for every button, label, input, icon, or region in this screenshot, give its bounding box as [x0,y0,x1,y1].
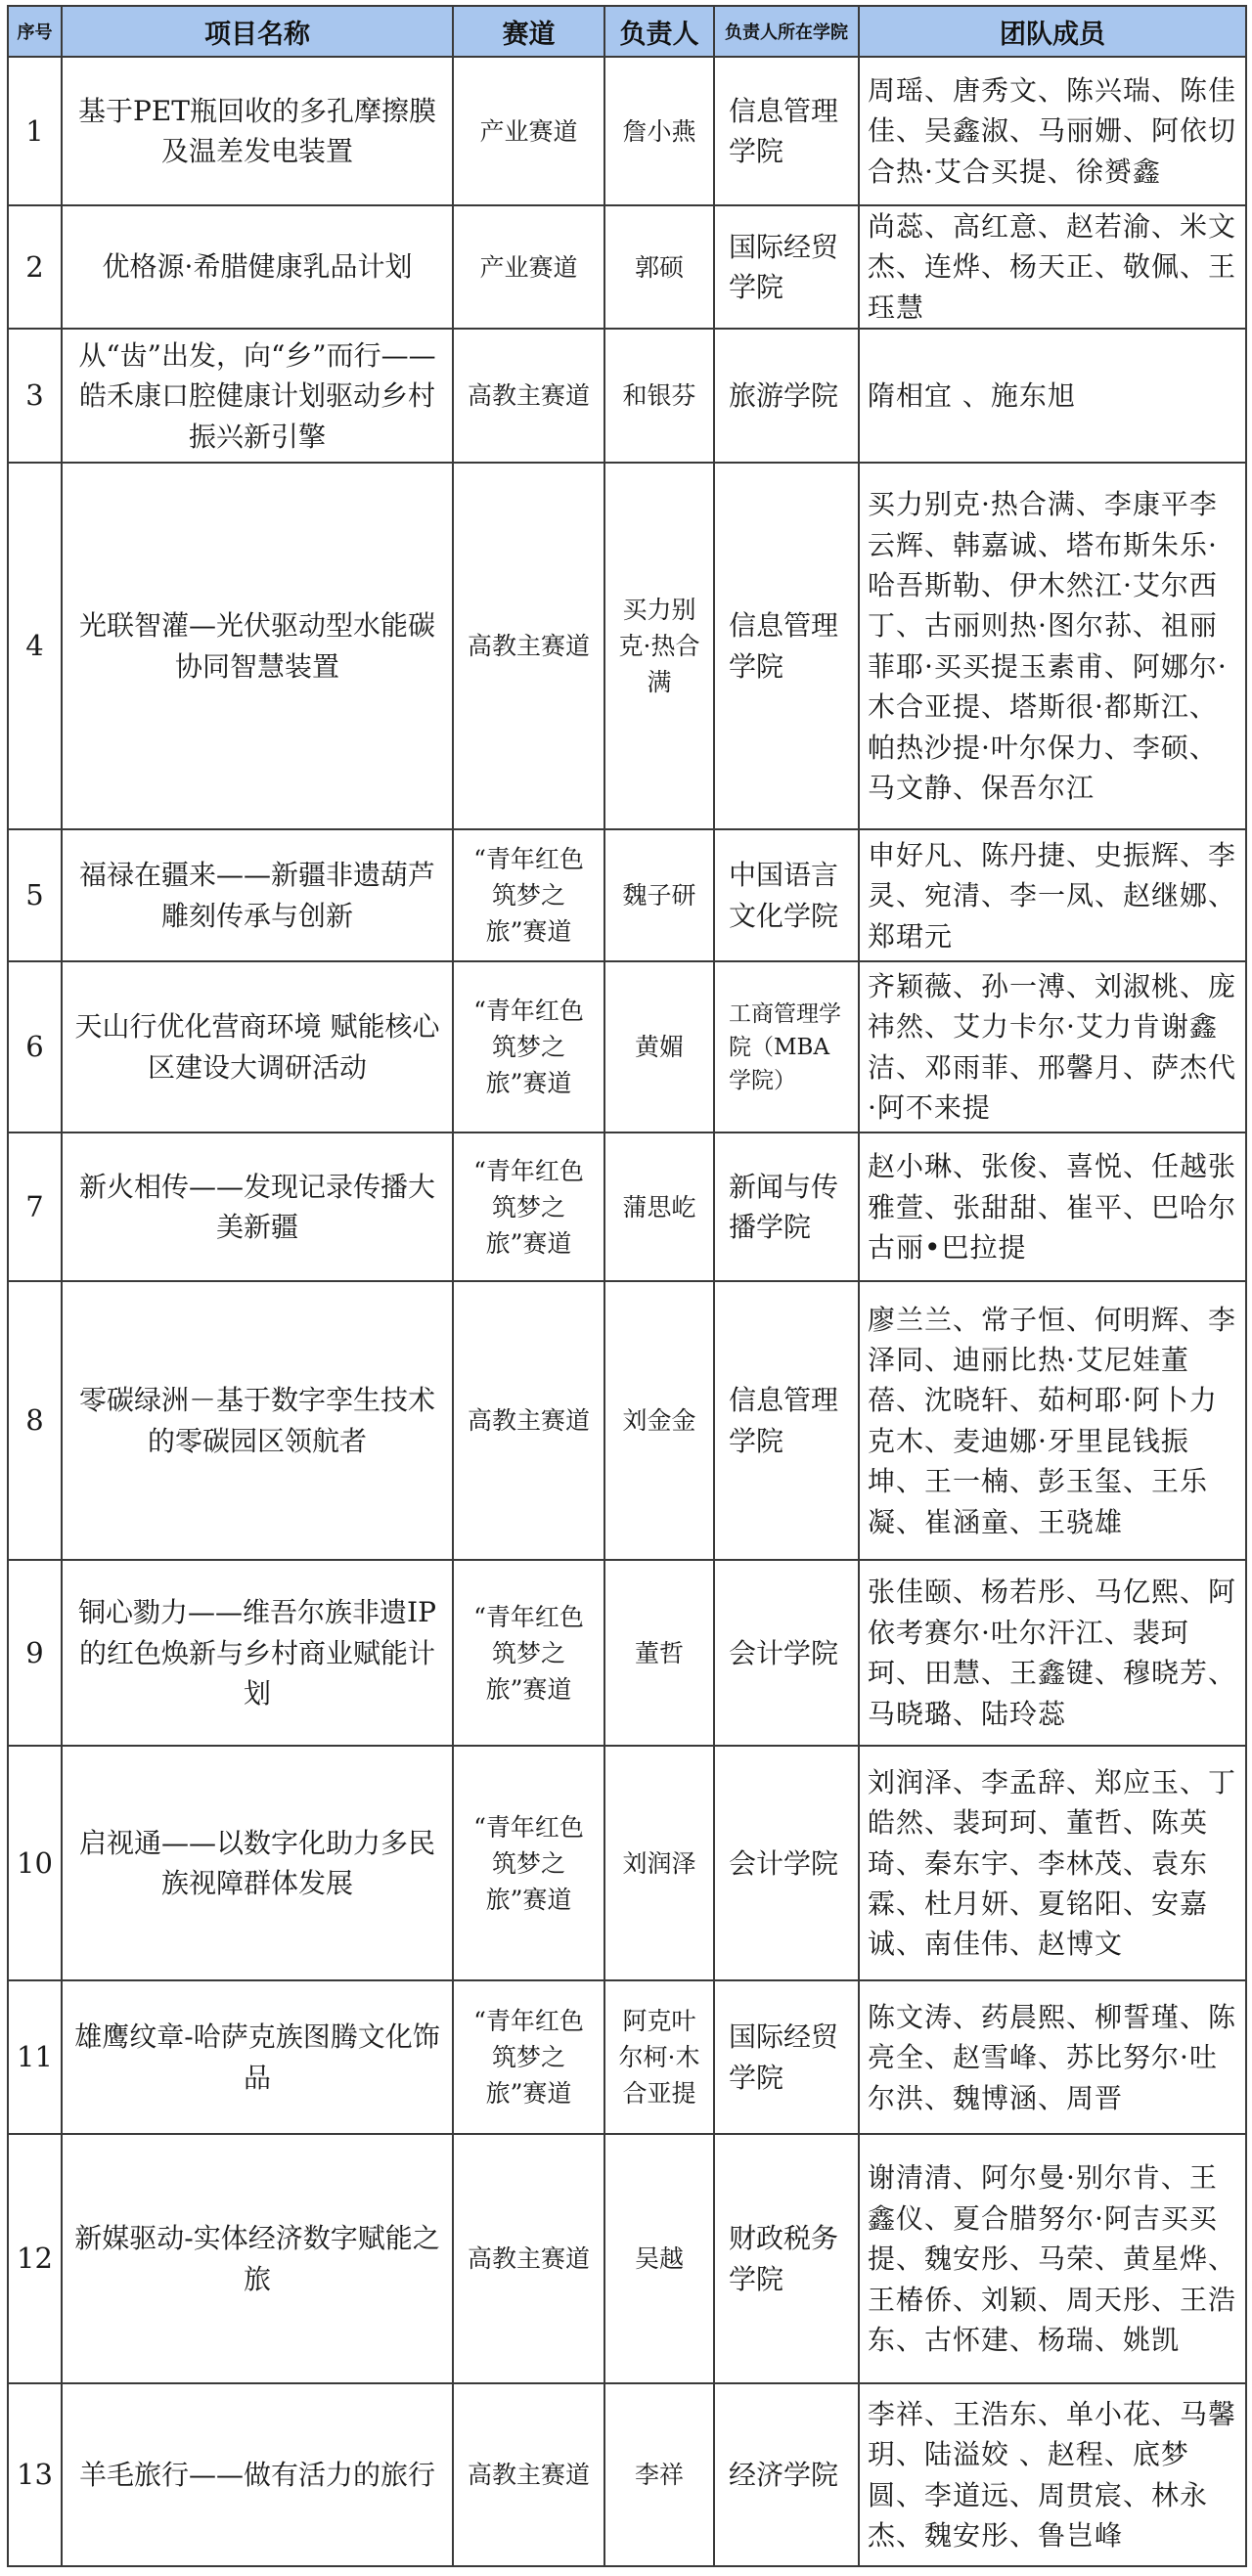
row-num: 5 [8,829,62,961]
header-members: 团队成员 [859,6,1246,57]
college: 会计学院 [714,1560,859,1746]
members: 谢清清、阿尔曼·别尔肯、王鑫仪、夏合腊努尔·阿吉买买提、魏安彤、马荣、黄星烨、王椿侨、刘颖、周天彤、王浩东、古怀建、杨瑞、姚凯 [859,2134,1246,2383]
members: 张佳颐、杨若彤、马亿熙、阿依考赛尔·吐尔汗江、裴珂珂、田慧、王鑫键、穆晓芳、马晓璐、陆玲蕊 [859,1560,1246,1746]
track: “青年红色筑梦之旅”赛道 [453,1560,604,1746]
table-row [8,1980,1246,2134]
track: 高教主赛道 [453,463,604,829]
header-row [8,6,1246,57]
table-row [8,1281,1246,1560]
college: 财政税务学院 [714,2134,859,2383]
leader: 蒲思屹 [604,1133,714,1281]
table-row [8,1133,1246,1281]
project-name: 启视通——以数字化助力多民族视障群体发展 [62,1746,453,1980]
college: 中国语言文化学院 [714,829,859,961]
college: 信息管理学院 [714,463,859,829]
table-row [8,1746,1246,1980]
project-name: 福禄在疆来——新疆非遗葫芦雕刻传承与创新 [62,829,453,961]
track: “青年红色筑梦之旅”赛道 [453,1980,604,2134]
header-track: 赛道 [453,6,604,57]
table-row [8,205,1246,329]
members: 周瑶、唐秀文、陈兴瑞、陈佳佳、吴鑫淑、马丽姗、阿依切合热·艾合买提、徐赟鑫 [859,57,1246,205]
project-table [7,5,1247,2567]
track: 高教主赛道 [453,329,604,463]
project-name: 零碳绿洲－基于数字孪生技术的零碳园区领航者 [62,1281,453,1560]
row-num: 9 [8,1560,62,1746]
leader: 阿克叶尔柯·木合亚提 [604,1980,714,2134]
row-num: 13 [8,2383,62,2566]
project-name: 光联智灌—光伏驱动型水能碳协同智慧装置 [62,463,453,829]
row-num: 10 [8,1746,62,1980]
leader: 董哲 [604,1560,714,1746]
project-name: 新媒驱动-实体经济数字赋能之旅 [62,2134,453,2383]
row-num: 2 [8,205,62,329]
track: “青年红色筑梦之旅”赛道 [453,1133,604,1281]
row-num: 7 [8,1133,62,1281]
table-row [8,2383,1246,2566]
project-name: 基于PET瓶回收的多孔摩擦膜及温差发电装置 [62,57,453,205]
leader: 买力别克·热合满 [604,463,714,829]
header-college: 负责人所在学院 [714,6,859,57]
track: 产业赛道 [453,57,604,205]
table-row [8,961,1246,1133]
leader: 魏子研 [604,829,714,961]
header-name: 项目名称 [62,6,453,57]
track: 高教主赛道 [453,2383,604,2566]
college: 国际经贸学院 [714,205,859,329]
project-name: 羊毛旅行——做有活力的旅行 [62,2383,453,2566]
header-leader: 负责人 [604,6,714,57]
members: 买力别克·热合满、李康平李云辉、韩嘉诚、塔布斯朱乐·哈吾斯勒、伊木然江·艾尔西丁、古丽则热·图尔荪、祖丽菲耶·买买提玉素甫、阿娜尔·木合亚提、塔斯很·都斯江、帕热沙提·叶尔保力、李硕、马文静、保吾尔江 [859,463,1246,829]
row-num: 12 [8,2134,62,2383]
track: “青年红色筑梦之旅”赛道 [453,829,604,961]
table-row [8,463,1246,829]
members: 尚蕊、高红意、赵若渝、米文杰、连烨、杨天正、敬佩、王珏慧 [859,205,1246,329]
members: 齐颖薇、孙一溥、刘淑桃、庞祎然、艾力卡尔·艾力肯谢鑫洁、邓雨菲、邢馨月、萨杰代·阿不来提 [859,961,1246,1133]
track: “青年红色筑梦之旅”赛道 [453,961,604,1133]
college: 新闻与传播学院 [714,1133,859,1281]
leader: 黄媚 [604,961,714,1133]
row-num: 11 [8,1980,62,2134]
table-row [8,57,1246,205]
table-row [8,1560,1246,1746]
members: 廖兰兰、常子恒、何明辉、李泽同、迪丽比热·艾尼娃董蓓、沈晓轩、茹柯耶·阿卜力克木、麦迪娜·牙里昆钱振坤、王一楠、彭玉玺、王乐凝、崔涵童、王骁雄 [859,1281,1246,1560]
members: 李祥、王浩东、单小花、马馨玥、陆溢姣 、赵程、底梦圆、李道远、周贯宸、林永杰、魏安彤、鲁岂峰 [859,2383,1246,2566]
track: 高教主赛道 [453,1281,604,1560]
leader: 刘润泽 [604,1746,714,1980]
row-num: 4 [8,463,62,829]
track: “青年红色筑梦之旅”赛道 [453,1746,604,1980]
row-num: 6 [8,961,62,1133]
college: 工商管理学院（MBA学院） [714,961,859,1133]
project-name: 雄鹰纹章-哈萨克族图腾文化饰品 [62,1980,453,2134]
members: 赵小琳、张俊、喜悦、任越张雅萱、张甜甜、崔平、巴哈尔古丽•巴拉提 [859,1133,1246,1281]
track: 高教主赛道 [453,2134,604,2383]
members: 陈文涛、药晨熙、柳誓瑾、陈亮全、赵雪峰、苏比努尔·吐尔洪、魏博涵、周晋 [859,1980,1246,2134]
project-name: 新火相传——发现记录传播大美新疆 [62,1133,453,1281]
leader: 吴越 [604,2134,714,2383]
members: 隋相宜 、施东旭 [859,329,1246,463]
header-num: 序号 [8,6,62,57]
leader: 李祥 [604,2383,714,2566]
table-row [8,2134,1246,2383]
college: 信息管理学院 [714,1281,859,1560]
track: 产业赛道 [453,205,604,329]
row-num: 8 [8,1281,62,1560]
leader: 和银芬 [604,329,714,463]
leader: 刘金金 [604,1281,714,1560]
project-name: 从“齿”出发，向“乡”而行——皓禾康口腔健康计划驱动乡村振兴新引擎 [62,329,453,463]
project-name: 优格源·希腊健康乳品计划 [62,205,453,329]
table-row [8,329,1246,463]
row-num: 3 [8,329,62,463]
members: 申好凡、陈丹捷、史振辉、李灵、宛清、李一凤、赵继娜、郑珺元 [859,829,1246,961]
project-name: 铜心勠力——维吾尔族非遗IP 的红色焕新与乡村商业赋能计划 [62,1560,453,1746]
college: 国际经贸学院 [714,1980,859,2134]
college: 旅游学院 [714,329,859,463]
project-name: 天山行优化营商环境 赋能核心区建设大调研活动 [62,961,453,1133]
college: 会计学院 [714,1746,859,1980]
members: 刘润泽、李孟辞、郑应玉、丁皓然、裴珂珂、董哲、陈英琦、秦东宇、李林茂、袁东霖、杜月妍、夏铭阳、安嘉诚、南佳伟、赵博文 [859,1746,1246,1980]
college: 信息管理学院 [714,57,859,205]
leader: 郭硕 [604,205,714,329]
leader: 詹小燕 [604,57,714,205]
table-row [8,829,1246,961]
college: 经济学院 [714,2383,859,2566]
row-num: 1 [8,57,62,205]
